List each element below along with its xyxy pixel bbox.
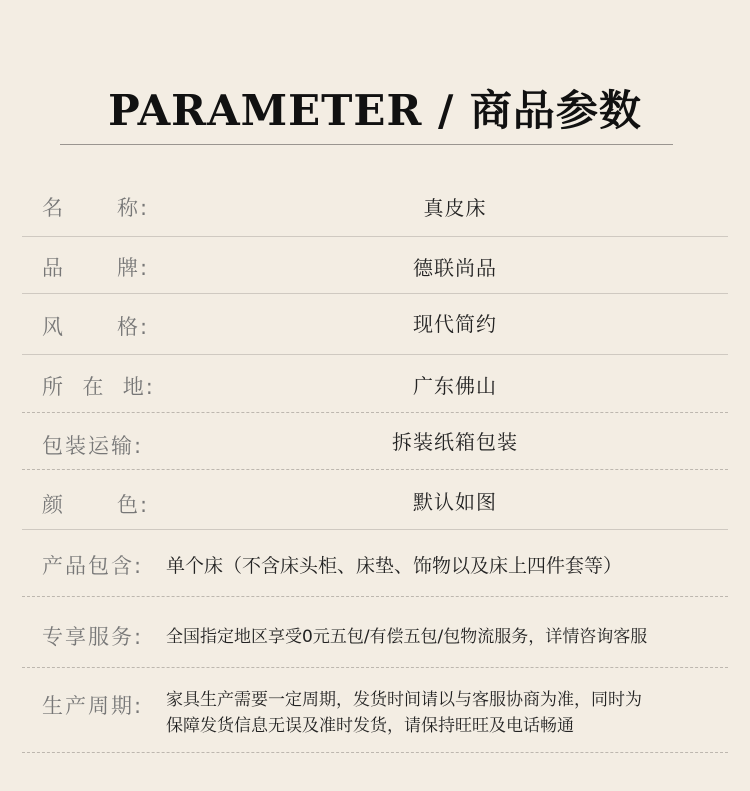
param-value-line: 保障发货信息无误及准时发货，请保持旺旺及电话畅通	[166, 716, 574, 736]
param-label: 包装运输:	[42, 434, 144, 458]
param-value: 真皮床	[423, 196, 487, 220]
param-row-style	[22, 294, 728, 355]
param-row-brand	[22, 237, 728, 294]
param-value: 现代简约	[413, 312, 497, 336]
param-value: 全国指定地区享受0元五包/有偿五包/包物流服务，详情咨询客服	[166, 627, 648, 647]
param-row-production	[22, 668, 728, 753]
parameter-table	[22, 175, 728, 753]
row-divider	[22, 752, 728, 753]
param-label: 产品包含:	[42, 554, 144, 578]
param-value: 默认如图	[413, 490, 497, 514]
page-title: PARAMETER / 商品参数	[108, 86, 642, 135]
param-row-name	[22, 175, 728, 237]
param-value: 广东佛山	[413, 374, 497, 398]
param-label: 生产周期:	[42, 694, 144, 718]
param-label: 所 在 地:	[42, 375, 155, 399]
param-value-line: 家具生产需要一定周期，发货时间请以与客服协商为准，同时为	[166, 690, 642, 710]
param-value: 拆装纸箱包装	[392, 430, 518, 454]
param-label: 品 牌:	[42, 256, 150, 280]
param-row-shipping	[22, 413, 728, 470]
param-row-includes	[22, 530, 728, 597]
param-label: 名 称:	[42, 196, 150, 220]
param-row-location	[22, 355, 728, 413]
param-label: 专享服务:	[42, 625, 144, 649]
param-label: 颜 色:	[42, 493, 150, 517]
param-value: 德联尚品	[413, 256, 497, 280]
param-row-service	[22, 597, 728, 668]
param-row-color	[22, 470, 728, 530]
param-label: 风 格:	[42, 315, 150, 339]
param-value	[166, 687, 728, 739]
param-value: 单个床（不含床头柜、床垫、饰物以及床上四件套等）	[166, 555, 623, 577]
title-divider	[60, 144, 673, 145]
